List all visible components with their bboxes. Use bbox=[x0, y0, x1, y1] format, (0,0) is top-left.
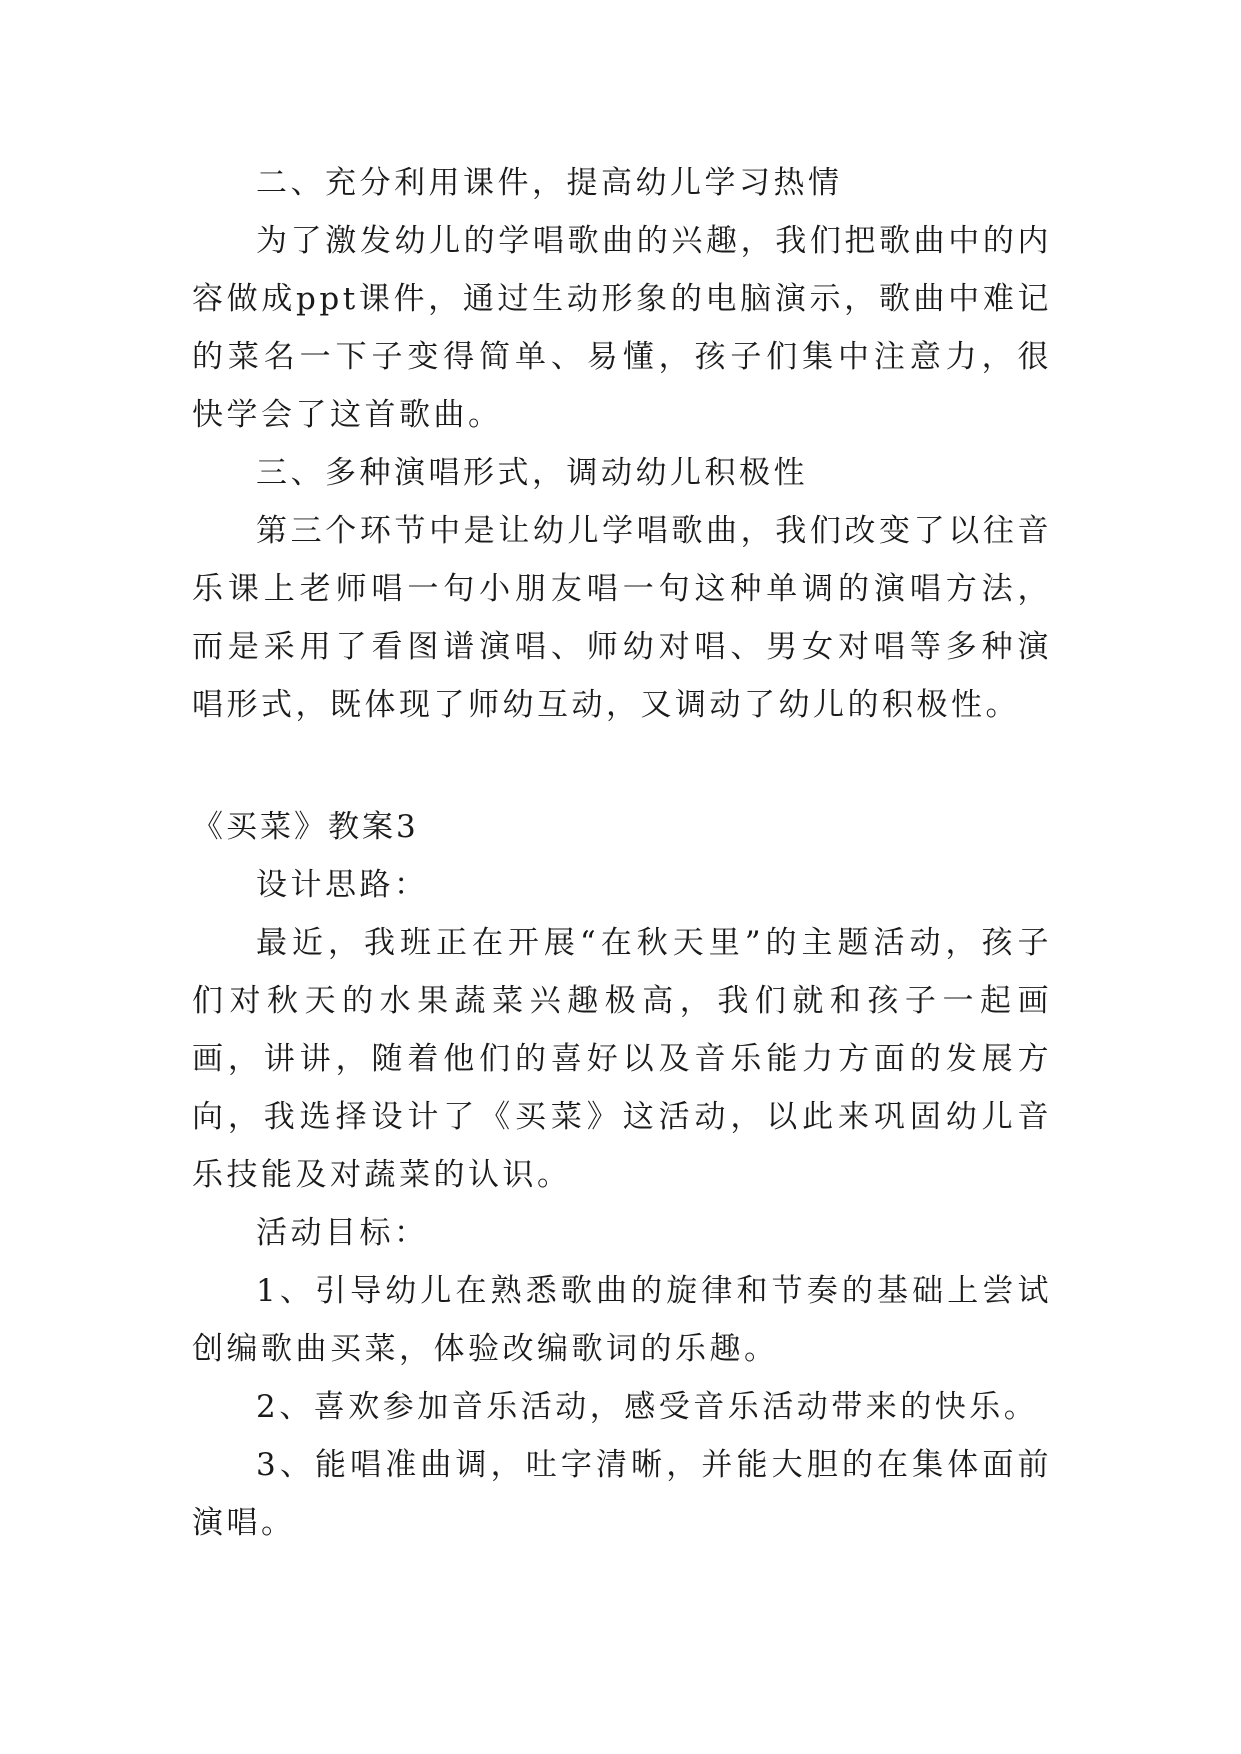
design-body: 最近，我班正在开展“在秋天里”的主题活动，孩子们对秋天的水果蔬菜兴趣极高，我们就和孩子一起画画，讲讲，随着他们的喜好以及音乐能力方面的发展方向，我选择设计了《买菜》这活动，以此来巩固幼儿音乐技能及对蔬菜的认识。 bbox=[192, 925, 1052, 1193]
lesson-title: 《买菜》教案3 bbox=[192, 809, 419, 845]
goal-item: 3、能唱准曲调，吐字清晰，并能大胆的在集体面前演唱。 bbox=[192, 1447, 1052, 1541]
section-three-heading: 三、多种演唱形式，调动幼儿积极性 bbox=[256, 455, 808, 491]
section-two-body: 为了激发幼儿的学唱歌曲的兴趣，我们把歌曲中的内容做成ppt课件，通过生动形象的电脑演示，歌曲中难记的菜名一下子变得简单、易懂，孩子们集中注意力，很快学会了这首歌曲。 bbox=[192, 223, 1052, 433]
goal-item: 2、喜欢参加音乐活动，感受音乐活动带来的快乐。 bbox=[256, 1389, 1039, 1425]
section-spacer bbox=[192, 734, 1052, 798]
document-content bbox=[192, 154, 1052, 1552]
design-label: 设计思路： bbox=[256, 867, 429, 903]
goal-item: 1、引导幼儿在熟悉歌曲的旋律和节奏的基础上尝试创编歌曲买菜，体验改编歌词的乐趣。 bbox=[192, 1273, 1052, 1367]
section-three-body: 第三个环节中是让幼儿学唱歌曲，我们改变了以往音乐课上老师唱一句小朋友唱一句这种单调的演唱方法，而是采用了看图谱演唱、师幼对唱、男女对唱等多种演唱形式，既体现了师幼互动，又调动了幼儿的积极性。 bbox=[192, 513, 1052, 723]
section-two-heading: 二、充分利用课件，提高幼儿学习热情 bbox=[256, 165, 843, 201]
goals-label: 活动目标： bbox=[256, 1215, 429, 1251]
